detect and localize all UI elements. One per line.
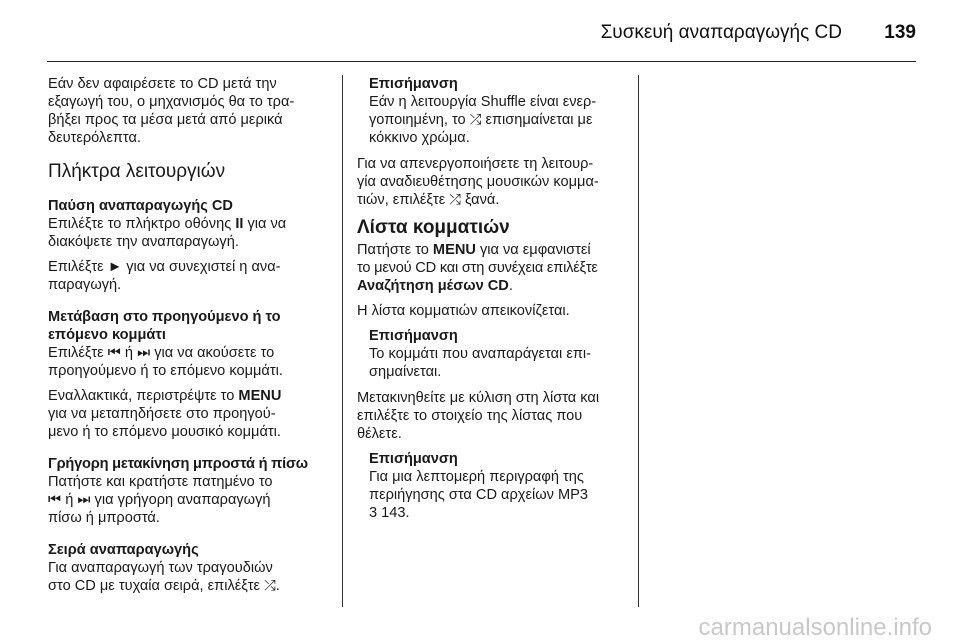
text-line: στο CD με τυχαία σειρά, επιλέξτε ⤮. (48, 578, 280, 594)
page-title: Συσκευή αναπαραγωγής CD (600, 22, 842, 43)
note-title: Επισήμανση (369, 328, 458, 344)
text-run: Εναλλακτικά, περιστρέψτε το (48, 388, 239, 404)
text-run: επόμενο κομμάτι (48, 327, 166, 343)
pause-key-label: II (235, 216, 244, 232)
text-run: γία αναδιευθέτησης μουσικών κομμα- (357, 174, 599, 190)
text-run: για να εμφανιστεί (475, 242, 591, 258)
text-run: διακόψετε την αναπαραγωγή. (48, 234, 239, 250)
fast-section (48, 455, 330, 527)
page-header (0, 0, 960, 62)
page-footer (0, 614, 960, 642)
column-divider-left (342, 75, 343, 607)
text-line: περιήγησης στα CD αρχείων MP3 (369, 487, 588, 503)
text-line: πίσω ή μπροστά. (48, 510, 160, 526)
pause-section (48, 197, 330, 294)
text-run: Επιλέξτε ⏮ ή ⏭ για να ακούσετε το (48, 345, 275, 361)
text-run: . (508, 278, 513, 294)
text-line: Εάν δεν αφαιρέσετε το CD μετά την (48, 76, 277, 92)
text-run: για να μεταπηδήσετε στο προηγού- (48, 406, 276, 422)
text-run: μενο ή το επόμενο μουσικό κομμάτι. (48, 424, 281, 440)
text-line: κόκκινο χρώμα. (369, 130, 470, 146)
track-paragraph-1 (48, 344, 330, 380)
text-run: παραγωγή. (48, 277, 122, 293)
text-line: γοποιημένη, το ⤮ επισημαίνεται με (369, 112, 593, 128)
column-divider-right (638, 75, 639, 607)
note-playing-track (357, 327, 627, 381)
text-run: Μετακινηθείτε με κύλιση στη λίστα και (357, 390, 600, 406)
search-media-label: Αναζήτηση μέσων CD (357, 278, 509, 294)
text-run: το μενού CD και στη συνέχεια επιλέξτε (357, 260, 598, 276)
left-column (48, 75, 330, 609)
text-line: δευτερόλεπτα. (48, 130, 141, 146)
text-line: Εάν η λειτουργία Shuffle είναι ενερ- (369, 94, 597, 110)
watermark: carmanualsonline.info (698, 614, 932, 641)
text-run: Για να απενεργοποιήσετε τη λειτουρ- (357, 156, 594, 172)
text-run: τιών, επιλέξτε ⤮ ξανά. (357, 192, 500, 208)
menu-key-label: MENU (238, 388, 282, 404)
text-run: Πατήστε το (357, 242, 433, 258)
menu-key-label: MENU (432, 242, 476, 258)
resume-paragraph (48, 258, 330, 294)
text-line: Το κομμάτι που αναπαράγεται επι- (369, 346, 592, 362)
right-column (357, 75, 627, 530)
text-run: προηγούμενο ή το επόμενο κομμάτι. (48, 363, 283, 379)
note-shuffle (357, 75, 627, 147)
list-shown-paragraph: Η λίστα κομματιών απεικονίζεται. (357, 303, 570, 319)
subheading-track (48, 308, 330, 344)
page-reference-link[interactable]: 3 143. (369, 505, 410, 521)
text-line: βήξει προς τα μέσα μετά από μερικά (48, 112, 283, 128)
page-number: 139 (884, 22, 916, 43)
text-run: επιλέξτε το στοιχείο της λίστας που (357, 408, 583, 424)
scroll-paragraph (357, 389, 627, 443)
section-title-track-list: Λίστα κομματιών (357, 217, 510, 238)
text-line: ⏮ ή ⏭ για γρήγορη αναπαραγωγή (48, 492, 271, 508)
deactivate-paragraph (357, 155, 627, 209)
intro-paragraph (48, 75, 330, 147)
section-title-function-keys: Πλήκτρα λειτουργιών (48, 161, 226, 182)
shuffle-section (48, 541, 330, 595)
text-run: Επιλέξτε το πλήκτρο οθόνης (48, 216, 236, 232)
text-run: για να (243, 216, 287, 232)
text-line: Για αναπαραγωγή των τραγουδιών (48, 560, 273, 576)
text-line: σημαίνεται. (369, 364, 442, 380)
text-run: Μετάβαση στο προηγούμενο ή το (48, 309, 281, 325)
list-intro-paragraph (357, 241, 627, 295)
note-mp3 (357, 450, 627, 522)
pause-paragraph (48, 215, 330, 251)
track-paragraph-2 (48, 387, 330, 441)
subheading-pause: Παύση αναπαραγωγής CD (48, 198, 233, 214)
subheading-shuffle: Σειρά αναπαραγωγής (48, 542, 199, 558)
note-title: Επισήμανση (369, 76, 458, 92)
text-line: Πατήστε και κρατήστε πατημένο το (48, 474, 273, 490)
subheading-fast: Γρήγορη μετακίνηση μπροστά ή πίσω (48, 456, 308, 472)
text-line: εξαγωγή του, ο μηχανισμός θα το τρα- (48, 94, 295, 110)
text-run: Επιλέξτε ► για να συνεχιστεί η ανα- (48, 259, 281, 275)
header-divider (47, 61, 916, 62)
text-run: θέλετε. (357, 426, 402, 442)
text-line: Για μια λεπτομερή περιγραφή της (369, 469, 584, 485)
note-title: Επισήμανση (369, 451, 458, 467)
track-section (48, 308, 330, 441)
